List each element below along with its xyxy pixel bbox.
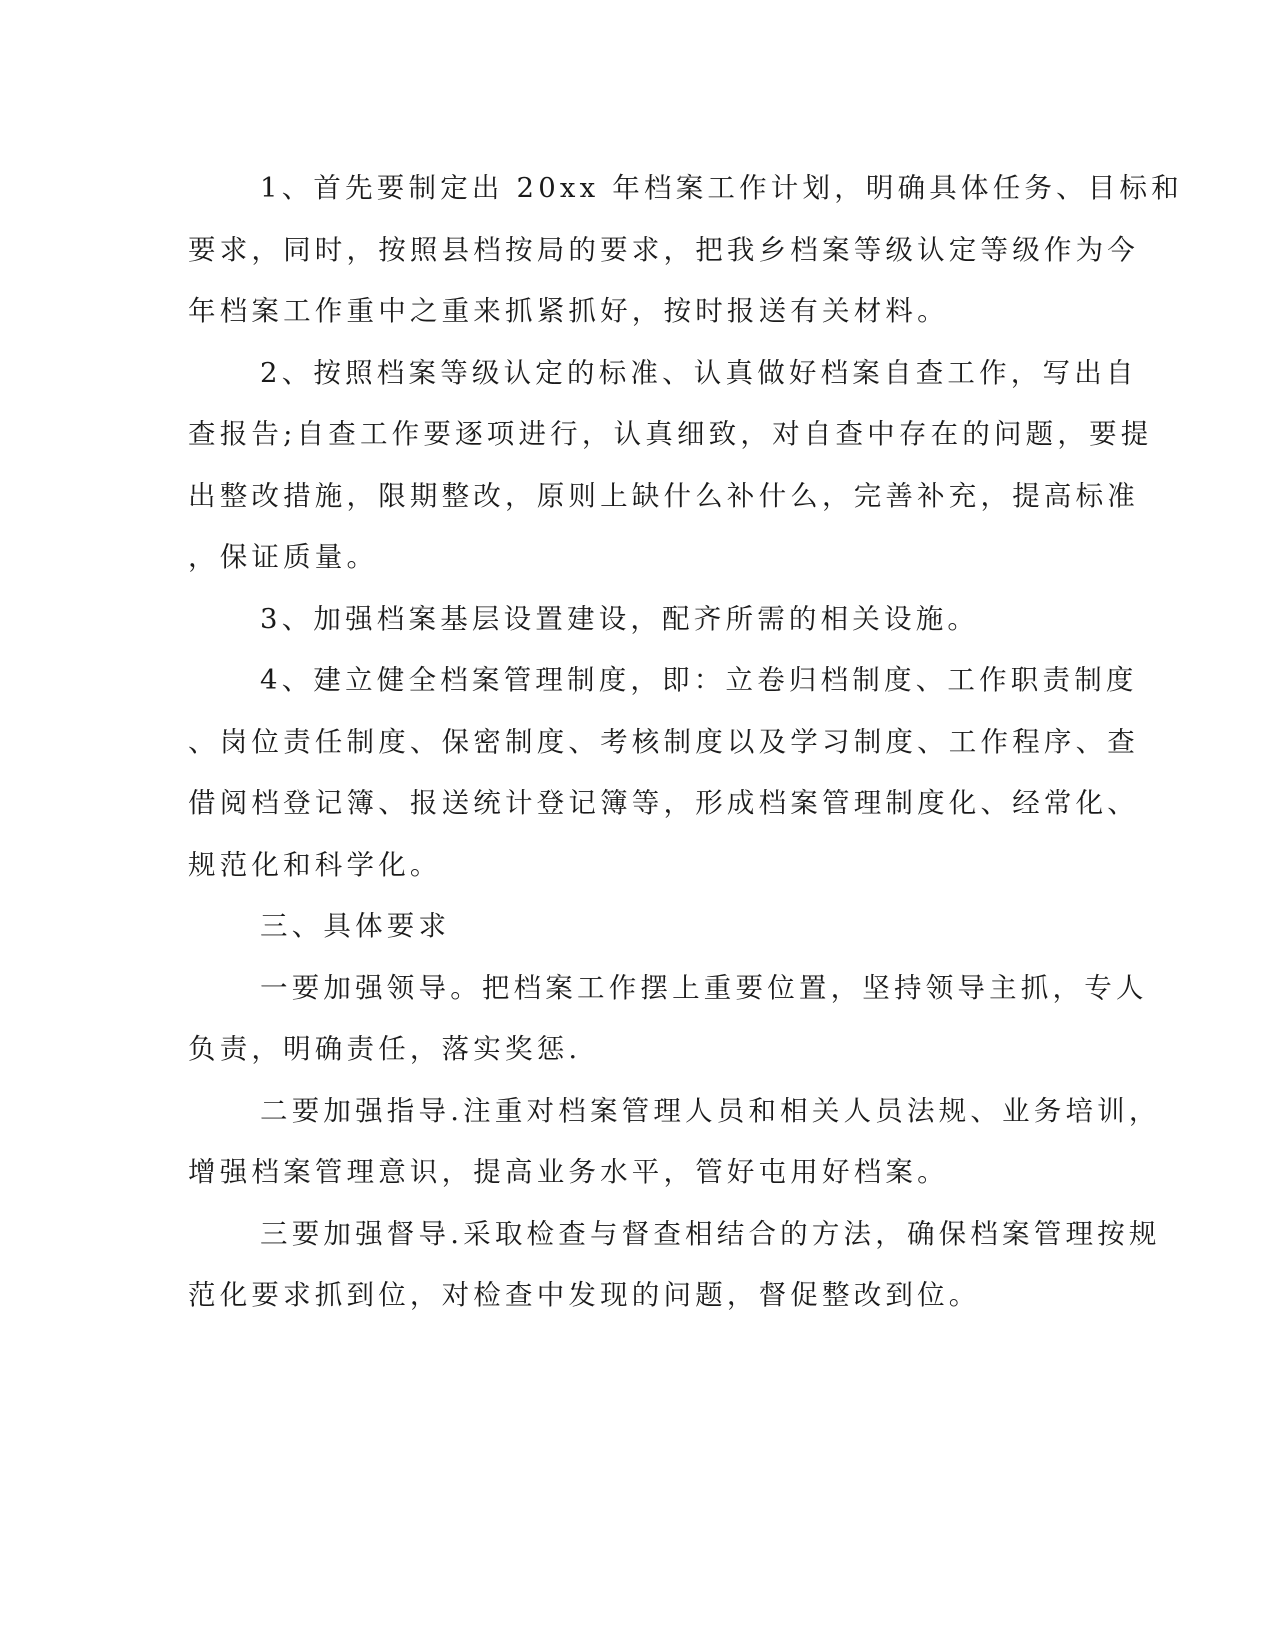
text-line: 借阅档登记簿、报送统计登记簿等，形成档案管理制度化、经常化、	[188, 787, 1139, 819]
text-line: 范化要求抓到位，对检查中发现的问题，督促整改到位。	[188, 1279, 981, 1311]
text-line: 规范化和科学化。	[188, 848, 442, 881]
text-line: 4、建立健全档案管理制度，即：立卷归档制度、工作职责制度	[260, 664, 1138, 696]
section-heading: 三、具体要求	[260, 910, 451, 942]
text-line: 增强档案管理意识，提高业务水平，管好屯用好档案。	[188, 1156, 949, 1188]
text-line: 一要加强领导。把档案工作摆上重要位置，坚持领导主抓，专人	[260, 971, 1148, 1004]
text-line: 负责，明确责任，落实奖惩.	[188, 1033, 582, 1065]
text-line: 3、加强档案基层设置建设，配齐所需的相关设施。	[260, 602, 980, 635]
document-body	[188, 158, 1183, 1327]
text-line: 查报告;自查工作要逐项进行，认真细致，对自查中存在的问题，要提	[188, 418, 1153, 450]
text-line: 二要加强指导.注重对档案管理人员和相关人员法规、业务培训，	[260, 1094, 1161, 1127]
text-line: 1、首先要制定出 20xx 年档案工作计划，明确具体任务、目标和	[260, 172, 1183, 204]
text-line: 出整改措施，限期整改，原则上缺什么补什么，完善补充，提高标准	[188, 479, 1139, 512]
text-line: 、岗位责任制度、保密制度、考核制度以及学习制度、工作程序、查	[188, 725, 1139, 758]
text-line: 年档案工作重中之重来抓紧抓好，按时报送有关材料。	[188, 295, 949, 327]
text-line: ，保证质量。	[188, 541, 379, 573]
text-line: 要求，同时，按照县档按局的要求，把我乡档案等级认定等级作为今	[188, 233, 1139, 266]
text-line: 三要加强督导.采取检查与督查相结合的方法，确保档案管理按规	[260, 1217, 1161, 1250]
text-line: 2、按照档案等级认定的标准、认真做好档案自查工作，写出自	[260, 356, 1138, 389]
